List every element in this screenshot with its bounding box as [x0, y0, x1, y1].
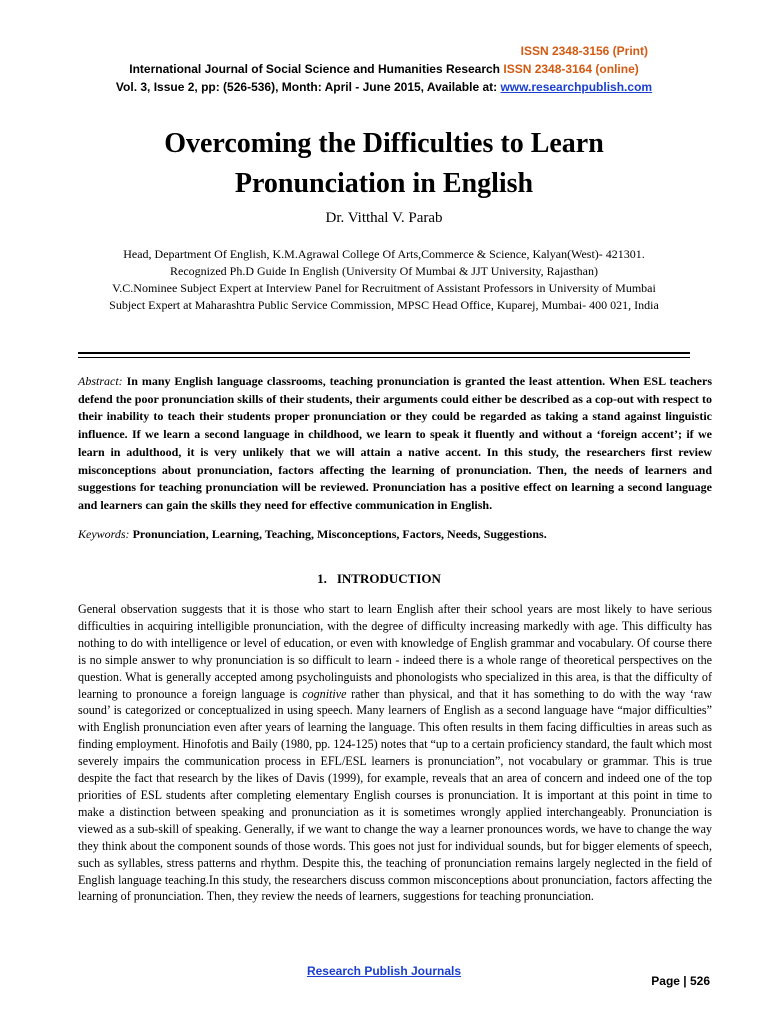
page-number: Page | 526: [651, 974, 710, 988]
issn-print: ISSN 2348-3156 (Print): [520, 44, 648, 58]
section-heading: [0, 571, 768, 587]
section-number: 1.: [317, 571, 327, 586]
paper-title: [60, 124, 708, 204]
title-line-1: Overcoming the Difficulties to Learn: [164, 128, 604, 159]
divider-rule: [78, 352, 690, 354]
volume-info: Vol. 3, Issue 2, pp: (526-536), Month: April - June 2015, Available at:: [115, 80, 501, 94]
affiliation-line: Head, Department Of English, K.M.Agrawal College Of Arts,Commerce & Science, Kalyan(West)- 421301.: [123, 247, 645, 261]
author-affiliation: [40, 246, 728, 314]
abstract-text: In many English language classrooms, teaching pronunciation is granted the least attention. When ESL teachers defend the poor pronunciation skills of their students, their arguments could either be described as a cop-out with respect to their inability to teach their students proper pronunciation or they could be regarded as taking a stand against linguistic influence. If we learn a second language in childhood, we learn to speak it fluently and without a ‘foreign accent’; if we learn in adulthood, it is very unlikely that we will attain a native accent. In this study, the researchers first review misconceptions about pronunciation, factors affecting the learning of pronunciation. Then, the needs of learners and suggestions for teaching pronunciation will be reviewed. Pronunciation has a positive effect on learning a second language and learners can gain the skills they need for effective communication in English.: [78, 374, 712, 512]
keywords-text: Pronunciation, Learning, Teaching, Misconceptions, Factors, Needs, Suggestions.: [129, 527, 547, 541]
volume-line: [0, 80, 768, 94]
section-title: INTRODUCTION: [336, 571, 441, 586]
publisher-link[interactable]: Research Publish Journals: [306, 964, 462, 978]
keywords-label: Keywords:: [78, 527, 130, 541]
journal-name: International Journal of Social Science and Humanities Research: [129, 62, 501, 76]
divider-rule-thin: [78, 357, 690, 358]
abstract: [78, 373, 712, 515]
title-line-2: Pronunciation in English: [234, 168, 534, 199]
body-text-part-2: rather than physical, and that it has something to do with the way ‘raw sound’ is categorized or conceptualized in using speech. Many learners of English as a second language have “major difficulties” with English pronunciation even after years of learning the language. This often results in them facing difficulties in areas such as finding employment. Hinofotis and Baily (1980, pp. 124-125) notes that “up to a certain proficiency standard, the fault which most severely impairs the communication process in EFL/ESL learners is pronunciation”, not vocabulary or grammar. This is true despite the fact that research by the likes of Davis (1999), for example, reveals that an area of concern and indeed one of the top priorities of ESL students after completing elementary English courses is pronunciation. It is important at this point in time to make a distinction between speaking and pronunciation as it is sometimes wrongly applied interchangeably. Pronunciation is viewed as a sub-skill of speaking. Generally, if we want to change the way a learner pronounces words, we have to change the way they think about the component sounds of those words. This goes not just for individual sounds, but for bigger elements of speech, such as syllables, stress patterns and rhythm. Despite this, the teaching of pronunciation remains largely neglected in the field of English language teaching.In this study, the researchers discuss common misconceptions about pronunciation, factors affecting the learning of pronunciation. Then, they review the needs of learners, suggestions for teaching pronunciation.: [78, 686, 712, 904]
affiliation-line: Recognized Ph.D Guide In English (University Of Mumbai & JJT University, Rajasthan): [170, 264, 598, 278]
introduction-paragraph: [78, 601, 712, 905]
abstract-label: Abstract:: [78, 374, 123, 388]
journal-url-link[interactable]: www.researchpublish.com: [500, 80, 653, 94]
body-text-part-1: General observation suggests that it is those who start to learn English after their school years are most likely to have serious difficulties in acquiring intelligible pronunciation, with the degree of difficulty increasing markedly with age. This difficulty has nothing to do with intelligence or level of education, or even with knowledge of English grammar and vocabulary. Of course there is no simple answer to why pronunciation is so difficult to learn - indeed there is a whole range of theoretical perspectives on the question. What is generally accepted among psycholinguists and phonologists who specialized in this area, is that the difficulty of learning to pronounce a foreign language is: [78, 602, 712, 701]
journal-header: [0, 62, 768, 76]
affiliation-line: Subject Expert at Maharashtra Public Service Commission, MPSC Head Office, Kuparej, Mumbai- 400 021, India: [109, 298, 659, 312]
keywords: [78, 527, 712, 542]
affiliation-line: V.C.Nominee Subject Expert at Interview Panel for Recruitment of Assistant Professors in University of Mumbai: [112, 281, 656, 295]
issn-online: ISSN 2348-3164 (online): [503, 62, 639, 76]
author-name: Dr. Vitthal V. Parab: [325, 210, 443, 226]
body-italic-word: cognitive: [302, 686, 347, 701]
